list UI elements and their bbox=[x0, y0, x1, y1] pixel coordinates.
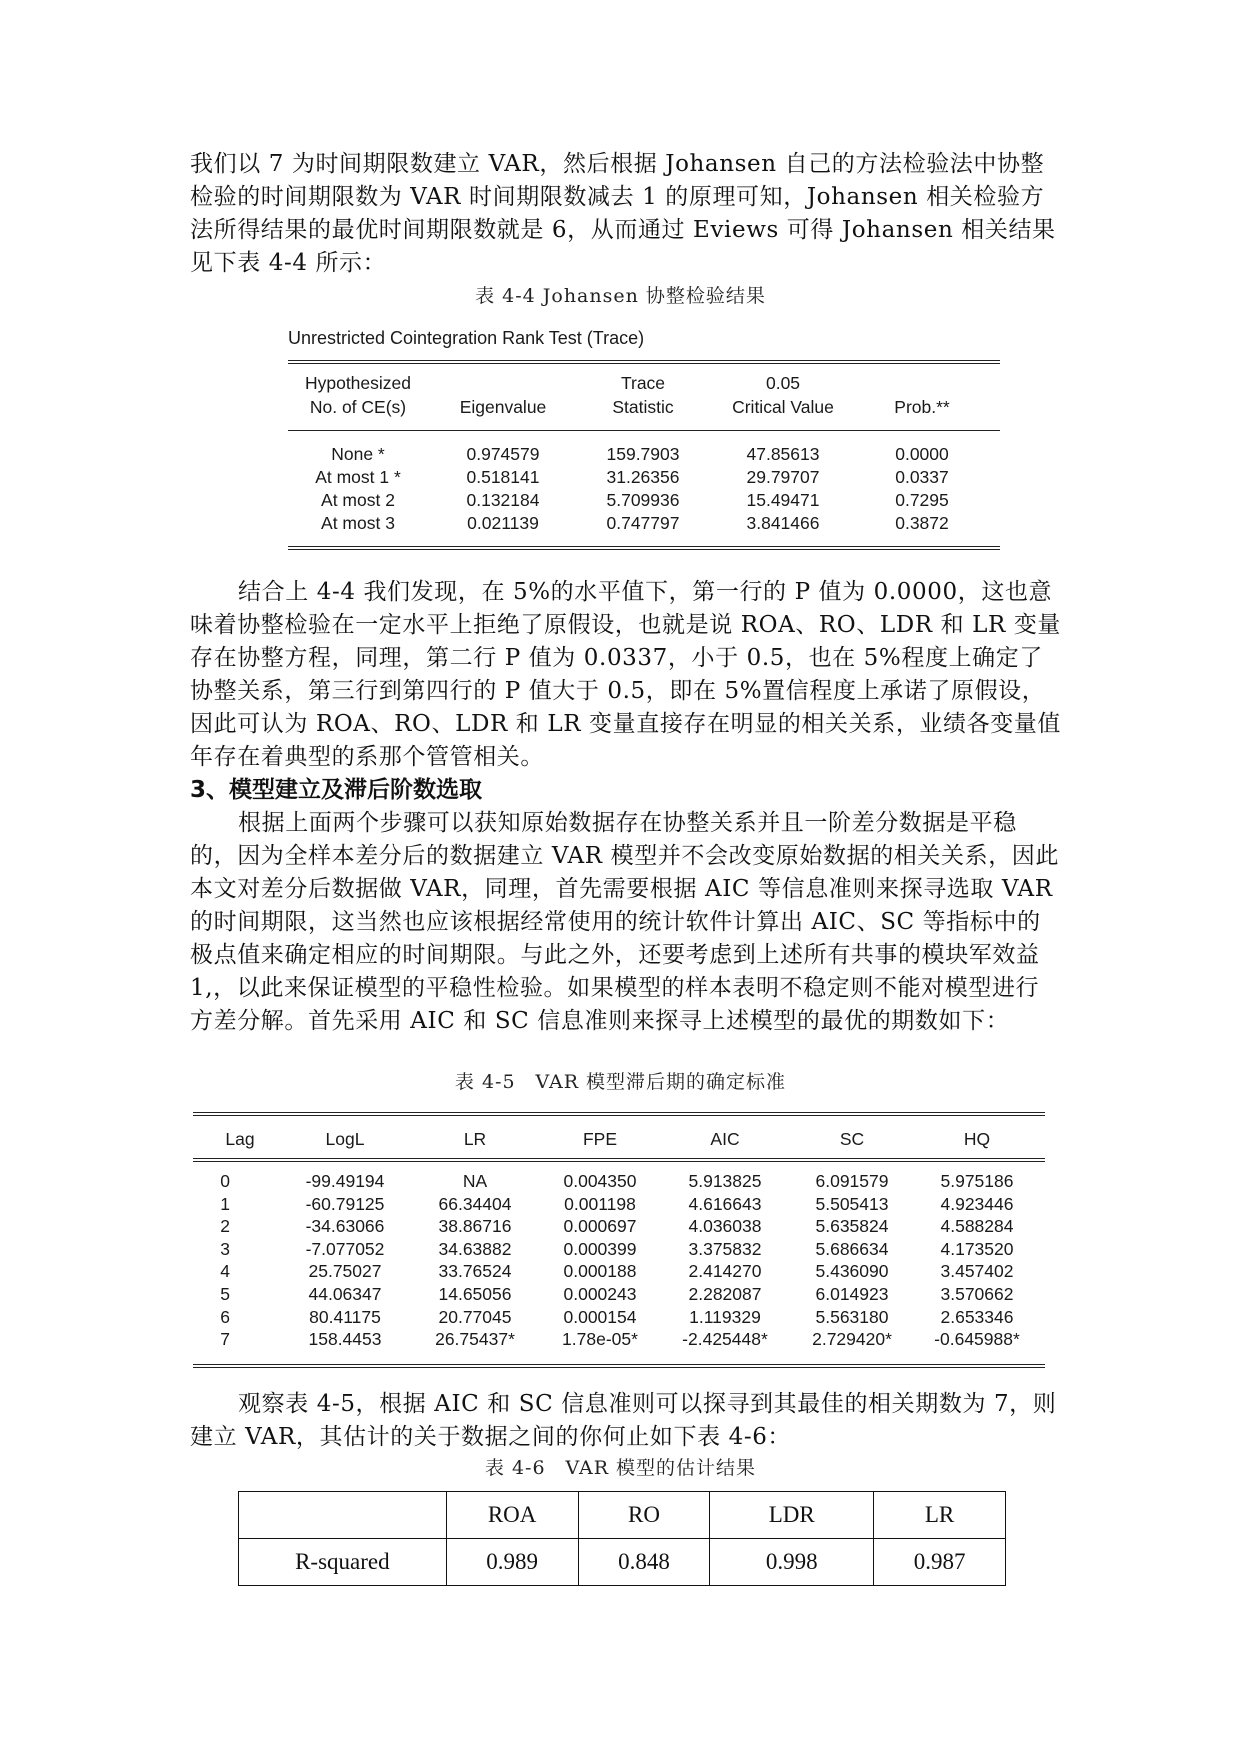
table-cell: 0.000399 bbox=[563, 1238, 637, 1259]
table-cell: 3.841466 bbox=[746, 513, 820, 533]
table-cell: 5.686634 bbox=[815, 1238, 889, 1259]
table-cell: 2.653346 bbox=[940, 1306, 1014, 1327]
table-cell: 5.913825 bbox=[688, 1171, 762, 1191]
table-cell: 0.000154 bbox=[563, 1306, 637, 1327]
table-cell: 20.77045 bbox=[438, 1306, 512, 1327]
table-cell: 1.78e-05* bbox=[562, 1329, 638, 1350]
table-cell: 0 bbox=[220, 1171, 230, 1191]
table-rule bbox=[288, 360, 1000, 364]
table-cell: -0.645988* bbox=[934, 1329, 1020, 1350]
table-cell: At most 3 bbox=[321, 513, 395, 533]
paragraph-1-text: 我们以 7 为时间期限数建立 VAR，然后根据 Johansen 自己的方法检验法中协整检验的时间期限数为 VAR 时间期限数减去 1 的原理可知，Johansen 相关检验方法所得结果的最优时间期限数就是 6，从而通过 Eviews 可得 Johansen 相关结果见下表 4-4 所示： bbox=[190, 151, 1056, 276]
table-cell: 6.091579 bbox=[815, 1171, 889, 1191]
table-cell: 2.414270 bbox=[688, 1261, 762, 1282]
table-cell: 4.588284 bbox=[940, 1216, 1014, 1237]
table-rule bbox=[193, 1158, 1045, 1162]
table-cell: -7.077052 bbox=[305, 1238, 385, 1259]
table-cell: 0.0000 bbox=[895, 444, 949, 464]
table-cell: 5 bbox=[220, 1284, 230, 1304]
table-cell: -99.49194 bbox=[305, 1171, 385, 1191]
table-cell: -60.79125 bbox=[305, 1193, 385, 1214]
table-cell: ROA bbox=[446, 1492, 578, 1539]
header-lag: Lag bbox=[225, 1129, 255, 1149]
paragraph-2 bbox=[190, 576, 1062, 774]
paragraph-1 bbox=[190, 148, 1062, 280]
paragraph-2-text: 结合上 4-4 我们发现，在 5%的水平值下，第一行的 P 值为 0.0000，这也意味着协整检验在一定水平上拒绝了原假设，也就是说 ROA、RO、LDR 和 LR 变量存在协整方程，同理，第二行 P 值为 0.0337，小于 0.5，也在 5%程度上确定了协整关系，第三行到第四行的 P 值大于 0.5，即在 5%置信程度上承诺了原假设，因此可认为 ROA、RO、LDR 和 LR 变量直接存在明显的相关关系，业绩各变量值年存在着典型的系那个管管相关。 bbox=[190, 579, 1062, 770]
table-cell: 159.7903 bbox=[606, 444, 680, 464]
table-cell: RO bbox=[578, 1492, 710, 1539]
table-cell: None * bbox=[331, 444, 385, 464]
header-hypothesized: Hypothesized bbox=[304, 373, 412, 393]
table-cell: 5.563180 bbox=[815, 1306, 889, 1327]
table-cell: 15.49471 bbox=[746, 490, 820, 510]
table-cell: 2.729420* bbox=[812, 1329, 892, 1350]
table-cell: 4 bbox=[220, 1261, 230, 1282]
table-cell: 4.036038 bbox=[688, 1216, 762, 1237]
table-cell: 0.848 bbox=[578, 1539, 710, 1586]
table-cell: 5.436090 bbox=[815, 1261, 889, 1282]
table-cell: 47.85613 bbox=[746, 444, 820, 464]
header-trace: Trace bbox=[620, 373, 666, 393]
table-cell: 4.923446 bbox=[940, 1193, 1014, 1214]
table-cell: 6.014923 bbox=[815, 1284, 889, 1304]
table-cell: 0.004350 bbox=[563, 1171, 637, 1191]
table-cell: 6 bbox=[220, 1306, 230, 1327]
table-row bbox=[239, 1492, 1006, 1539]
header-prob: Prob.** bbox=[894, 397, 950, 417]
header-statistic: Statistic bbox=[612, 397, 674, 417]
table-cell bbox=[239, 1492, 447, 1539]
table-cell: 1.119329 bbox=[689, 1306, 761, 1327]
table-cell: 31.26356 bbox=[606, 467, 680, 487]
table-cell: 0.132184 bbox=[466, 490, 540, 510]
table-cell: NA bbox=[462, 1171, 488, 1191]
table-cell: 0.987 bbox=[874, 1539, 1006, 1586]
table-cell: 0.000243 bbox=[563, 1284, 637, 1304]
table-rule bbox=[193, 1364, 1045, 1368]
header-logl: LogL bbox=[325, 1129, 365, 1149]
table-cell: 66.34404 bbox=[438, 1193, 512, 1214]
table-cell: 2 bbox=[220, 1216, 230, 1237]
table-cell: 0.3872 bbox=[895, 513, 949, 533]
header-critical-value: Critical Value bbox=[732, 397, 834, 417]
table-cell: -34.63066 bbox=[305, 1216, 385, 1237]
table-cell: R-squared bbox=[239, 1539, 447, 1586]
table-cell: 34.63882 bbox=[438, 1238, 512, 1259]
table-cell: 1 bbox=[220, 1193, 230, 1214]
table-cell: 3.375832 bbox=[688, 1238, 762, 1259]
table-4-5-caption: 表 4-5 VAR 模型滞后期的确定标准 bbox=[454, 1071, 787, 1093]
table-cell: At most 2 bbox=[321, 490, 395, 510]
table-cell: 33.76524 bbox=[438, 1261, 512, 1282]
header-aic: AIC bbox=[710, 1129, 740, 1149]
table-cell: 4.173520 bbox=[940, 1238, 1014, 1259]
table-cell: 0.518141 bbox=[466, 467, 540, 487]
header-eigenvalue: Eigenvalue bbox=[459, 397, 547, 417]
table-cell: 0.7295 bbox=[895, 490, 949, 510]
table-cell: 25.75027 bbox=[308, 1261, 382, 1282]
header-005: 0.05 bbox=[765, 373, 801, 393]
table-cell: 4.616643 bbox=[688, 1193, 762, 1214]
table-rule bbox=[193, 1112, 1045, 1116]
paragraph-3-text: 根据上面两个步骤可以获知原始数据存在协整关系并且一阶差分数据是平稳的，因为全样本差分后的数据建立 VAR 模型并不会改变原始数据的相关关系，因此本文对差分后数据做 VAR，同理，首先需要根据 AIC 等信息准则来探寻选取 VAR 的时间期限，这当然也应该根据经常使用的统计软件计算出 AIC、SC 等指标中的极点值来确定相应的时间期限。与此之外，还要考虑到上述所有共事的模块军效益 1,，以此来保证模型的平稳性检验。如果模型的样本表明不稳定则不能对模型进行方差分解。首先采用 AIC 和 SC 信息准则来探寻上述模型的最优的期数如下： bbox=[190, 810, 1059, 1034]
table-cell: 5.709936 bbox=[606, 490, 680, 510]
header-lr: LR bbox=[463, 1129, 487, 1149]
table-cell: 7 bbox=[220, 1329, 230, 1350]
table-cell: LR bbox=[874, 1492, 1006, 1539]
table-cell: 5.505413 bbox=[815, 1193, 889, 1214]
table-cell: At most 1 * bbox=[315, 467, 401, 487]
table-cell: 158.4453 bbox=[308, 1329, 382, 1350]
johansen-table-title: Unrestricted Cointegration Rank Test (Trace) bbox=[288, 328, 645, 348]
table-4-6-caption: 表 4-6 VAR 模型的估计结果 bbox=[484, 1457, 757, 1479]
header-fpe: FPE bbox=[582, 1129, 618, 1149]
table-cell: 26.75437* bbox=[435, 1329, 515, 1350]
table-cell: 3.457402 bbox=[940, 1261, 1014, 1282]
table-cell: 14.65056 bbox=[438, 1284, 512, 1304]
table-rule bbox=[288, 546, 1000, 550]
table-cell: 0.021139 bbox=[467, 513, 539, 533]
table-cell: 44.06347 bbox=[308, 1284, 382, 1304]
table-4-4-caption: 表 4-4 Johansen 协整检验结果 bbox=[475, 285, 766, 307]
table-cell: 0.747797 bbox=[606, 513, 680, 533]
paragraph-3 bbox=[190, 807, 1062, 1038]
header-hq: HQ bbox=[963, 1129, 991, 1149]
table-cell: 0.998 bbox=[710, 1539, 874, 1586]
table-cell: 5.975186 bbox=[940, 1171, 1014, 1191]
header-no-of-ce: No. of CE(s) bbox=[309, 397, 407, 417]
table-cell: 80.41175 bbox=[309, 1306, 381, 1327]
table-cell: -2.425448* bbox=[682, 1329, 768, 1350]
table-cell: 38.86716 bbox=[438, 1216, 512, 1237]
table-cell: 29.79707 bbox=[746, 467, 820, 487]
table-cell: 0.001198 bbox=[564, 1193, 636, 1214]
header-sc: SC bbox=[839, 1129, 865, 1149]
table-cell: 5.635824 bbox=[815, 1216, 889, 1237]
paragraph-4-text: 观察表 4-5，根据 AIC 和 SC 信息准则可以探寻到其最佳的相关期数为 7，则建立 VAR，其估计的关于数据之间的你何止如下表 4-6： bbox=[190, 1391, 1057, 1450]
table-row bbox=[239, 1539, 1006, 1586]
table-cell: 2.282087 bbox=[688, 1284, 762, 1304]
table-cell: 0.0337 bbox=[895, 467, 949, 487]
table-cell: LDR bbox=[710, 1492, 874, 1539]
table-cell: 0.974579 bbox=[466, 444, 540, 464]
table-cell: 3 bbox=[220, 1238, 230, 1259]
table-rule bbox=[288, 430, 1000, 431]
table-cell: 0.000188 bbox=[563, 1261, 637, 1282]
table-cell: 3.570662 bbox=[940, 1284, 1014, 1304]
section-heading-3: 3、模型建立及滞后阶数选取 bbox=[190, 777, 483, 803]
table-cell: 0.989 bbox=[446, 1539, 578, 1586]
var-estimate-table bbox=[238, 1491, 1006, 1586]
paragraph-4 bbox=[190, 1388, 1062, 1454]
table-cell: 0.000697 bbox=[563, 1216, 637, 1237]
